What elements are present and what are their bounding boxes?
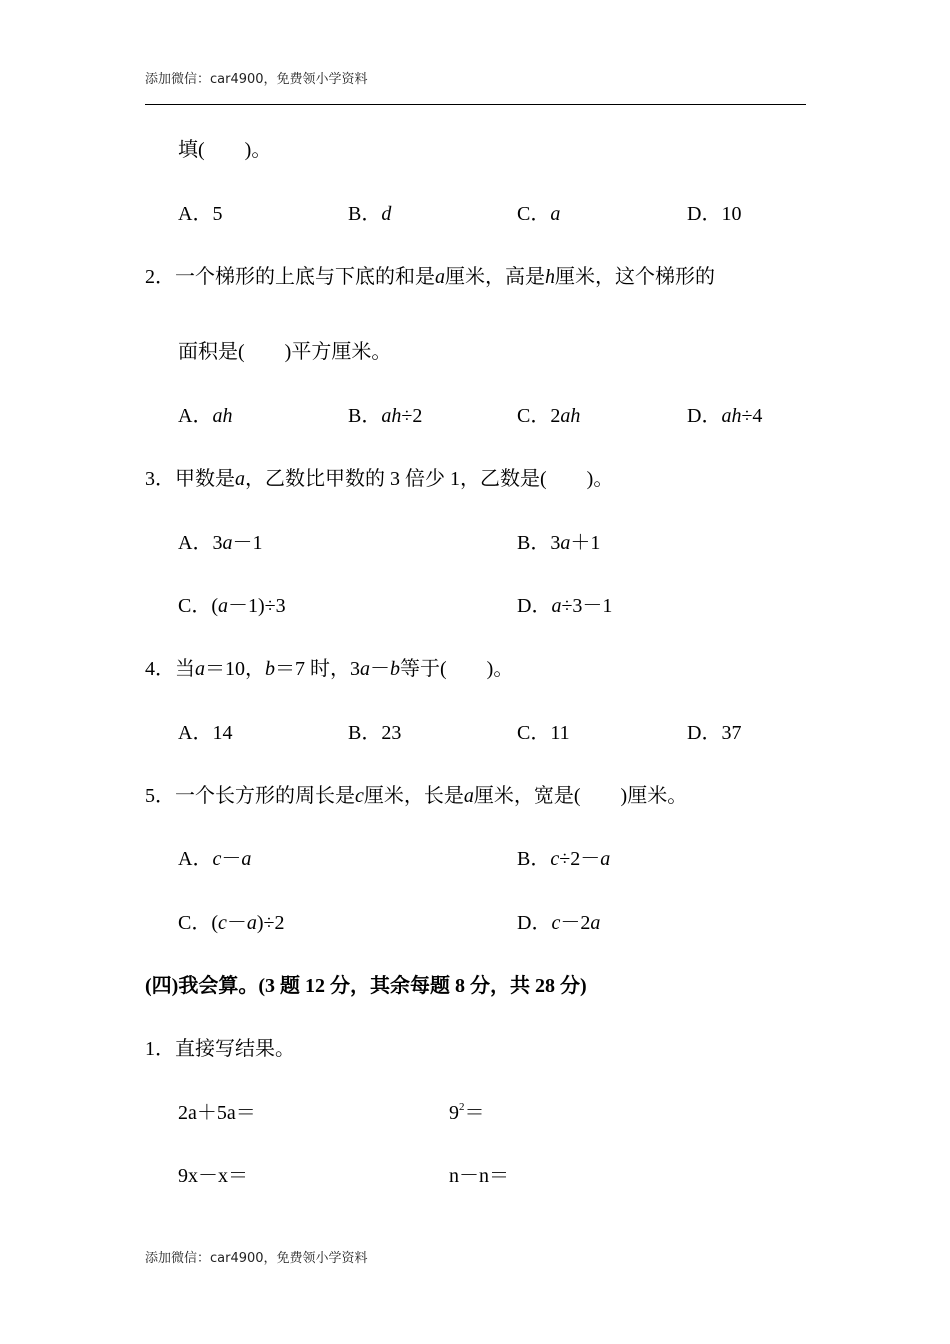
q5-stem: 5．一个长方形的周长是c厘米，长是a厘米，宽是( )厘米。 (145, 785, 688, 807)
q4-option-b: B．23 (348, 722, 402, 744)
q3-option-b: B．3a＋1 (517, 532, 601, 554)
q2-stem-line1: 2．一个梯形的上底与下底的和是a厘米，高是h厘米，这个梯形的 (145, 266, 715, 288)
q3-option-d: D．a÷3－1 (517, 595, 613, 617)
q1-option-a: A．5 (178, 203, 223, 225)
calc-expr-2: $9^2=$ (449, 1101, 485, 1124)
q3-stem: 3．甲数是a，乙数比甲数的 3 倍少 1，乙数是( )。 (145, 468, 614, 490)
calc-expr-4: n－n＝ (449, 1165, 509, 1187)
page-header: 添加微信：car4900，免费领小学资料 (145, 72, 368, 87)
q4-option-a: A．14 (178, 722, 233, 744)
q2-option-a: A．ah (178, 405, 233, 427)
q1-tail-text: 填( )。 (178, 139, 272, 161)
q4-stem: 4．当a＝10，b＝7 时，3a－b等于( )。 (145, 658, 514, 680)
q1-option-c: C．a (517, 203, 561, 225)
q1-option-d: D．10 (687, 203, 742, 225)
q4-option-c: C．11 (517, 722, 570, 744)
q5-option-b: B．c÷2－a (517, 848, 611, 870)
calc-q1-title: 1．直接写结果。 (145, 1038, 295, 1060)
q2-option-c: C．2ah (517, 405, 581, 427)
q2-option-d: D．ah÷4 (687, 405, 763, 427)
q5-option-d: D．c－2a (517, 912, 601, 934)
header-divider (145, 104, 806, 105)
q3-option-a: A．3a－1 (178, 532, 263, 554)
calc-expr-3: 9x－x＝ (178, 1165, 248, 1187)
q1-option-b: B．d (348, 203, 392, 225)
page-footer: 添加微信：car4900，免费领小学资料 (145, 1251, 368, 1266)
q5-option-c: C．(c－a)÷2 (178, 912, 285, 934)
calc-expr-1: 2a＋5a＝ (178, 1102, 256, 1124)
q2-option-b: B．ah÷2 (348, 405, 423, 427)
q5-option-a: A．c－a (178, 848, 252, 870)
section-4-title: (四)我会算。(3 题 12 分，其余每题 8 分，共 28 分) (145, 975, 587, 997)
q3-option-c: C．(a－1)÷3 (178, 595, 286, 617)
q4-option-d: D．37 (687, 722, 742, 744)
q2-stem-line2: 面积是( )平方厘米。 (178, 341, 392, 363)
